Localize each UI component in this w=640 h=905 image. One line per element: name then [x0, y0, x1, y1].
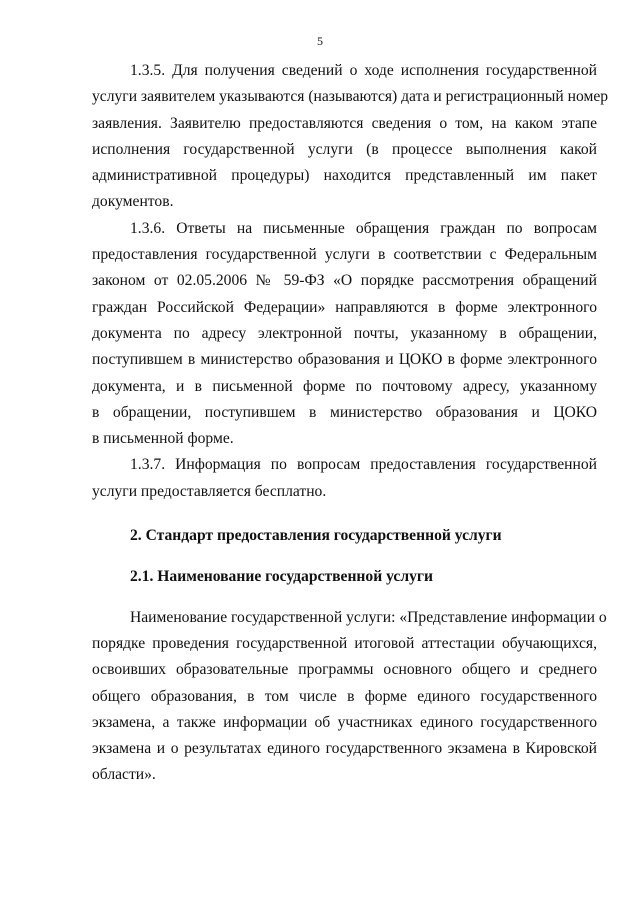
text-line: законом от 02.05.2006 № 59-ФЗ «О порядке рассмотрения обращений [92, 272, 597, 290]
section-heading-2-1: 2.1. Наименование государственной услуги [130, 568, 433, 586]
text-line: поступившем в министерство образования и ЦОКО в форме электронного [92, 351, 597, 369]
text-line: порядке проведения государственной итоговой аттестации обучающихся, [92, 634, 597, 652]
paragraph-1-3-5 [92, 58, 609, 216]
text-line: документов. [92, 193, 174, 211]
text-line: 1.3.6. Ответы на письменные обращения граждан по вопросам [130, 219, 597, 237]
text-line: исполнения государственной услуги (в процессе выполнения какой [92, 140, 597, 158]
text-line: в письменной форме. [92, 430, 234, 448]
text-line: экзамена и о результатах единого государственного экзамена в Кировской [92, 740, 597, 758]
text-line: услуги заявителем указываются (называются) дата и регистрационный номер [92, 88, 609, 106]
text-line: общего образования, в том числе в форме единого государственного [92, 687, 597, 705]
text-line: в обращении, поступившем в министерство образования и ЦОКО [92, 403, 597, 421]
page-number: 5 [317, 34, 323, 48]
text-line: 1.3.5. Для получения сведений о ходе исполнения государственной [130, 62, 597, 79]
text-line: предоставления государственной услуги в соответствии с Федеральным [92, 246, 597, 264]
text-line: экзамена, а также информации об участниках единого государственного [92, 713, 597, 731]
text-line: административной процедуры) находится представленный им пакет [92, 167, 597, 185]
paragraph-2-1 [92, 605, 607, 789]
section-heading-2: 2. Стандарт предоставления государственной услуги [130, 527, 502, 545]
text-line: документа по адресу электронной почты, указанному в обращении, [92, 324, 597, 342]
text-line: граждан Российской Федерации» направляются в форме электронного [92, 298, 597, 316]
text-line: заявления. Заявителю предоставляются сведения о том, на каком этапе [92, 114, 597, 132]
text-line: услуги предоставляется бесплатно. [92, 482, 327, 500]
paragraph-1-3-7 [92, 452, 597, 505]
text-line: 1.3.7. Информация по вопросам предоставления государственной [130, 456, 597, 474]
text-line: освоивших образовательные программы основного общего и среднего [92, 661, 597, 679]
text-line: документа, и в письменной форме по почтовому адресу, указанному [92, 377, 597, 395]
paragraph-1-3-6 [92, 216, 597, 453]
document-body [92, 58, 609, 789]
text-line: области». [92, 766, 156, 784]
text-line: Наименование государственной услуги: «Представление информации о [130, 608, 607, 626]
